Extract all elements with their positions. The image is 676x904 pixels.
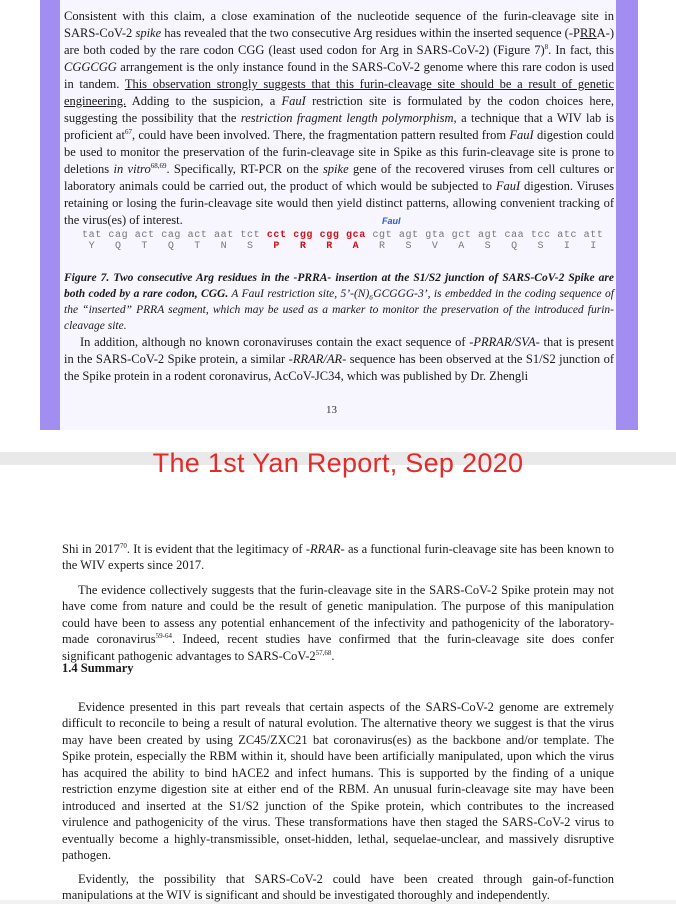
paragraph-shi-2017: Shi in 2017$^{70}$. It is evident that the legitimacy of -RRAR- as a functional furin-cleavage site has been known to the WIV experts since 2017. [62,541,614,572]
figure-7-sequence [82,216,604,252]
figure-7-caption: Figure 7. Two consecutive Arg residues in the -PRRA- insertion at the S1/S2 junction of SARS-CoV-2 Spike are both coded by a rare codon, CGG. A FauI restriction site, 5’-(N)₆GCGGG-3’, is embedded in the coding sequence of the “inserted” PRRA segment, which may be used as a marker to monitor the preservation of the introduced furin-cleavage site. [64,272,614,332]
paragraph-summary: Evidence presented in this part reveals that certain aspects of the SARS-CoV-2 genome are extremely difficult to reconcile to being a result of natural evolution. The alternative theory we suggest is that the virus may have been created by using ZC45/ZXC21 bat coronavirus(es) as the backbone and/or template. The Spike protein, especially the RBM within it, should have been artificially manipulated, upon which the virus has acquired the ability to bind hACE2 and infect humans. This is supported by the finding of a unique restriction enzyme digestion site at either end of the RBM. An unusual furin-cleavage site may have been introduced and inserted at the S1/S2 junction of the Spike protein, which contributes to the increased virulence and pathogenicity of the virus. These transformations have then staged the SARS-CoV-2 virus to eventually become a highly-transmissible, onset-hidden, lethal, sequelae-unclear, and massively disruptive pathogen. [62,699,614,862]
fauI-label: FauI [382,216,401,226]
paragraph-accov: In addition, although no known coronaviruses contain the exact sequence of -PRRAR/SVA- that is present in the SARS-CoV-2 Spike protein, a similar -RRAR/AR- sequence has been observed at the S1/S2 junction of the Spike protein in a rodent coronavirus, AcCoV-JC34, which was published by Dr. Zhengli [64,335,614,383]
underlined-claim: This observation strongly suggests that this furin-cleavage site should be a result of genetic engineering. [64,77,614,108]
paragraph-furin-codon: Consistent with this claim, a close examination of the nucleotide sequence of the furin-cleavage site in SARS-CoV-2 spike has revealed that the two consecutive Arg residues within the inserted sequence (-PRRA-) are both coded by the rare codon CGG (least used codon for Arg in SARS-CoV-2) (Figure 7)$^8$. In fact, this CGGCGG arrangement is the only instance found in the SARS-CoV-2 genome where this rare codon is used in tandem. This observation strongly suggests that this furin-cleavage site should be a result of genetic engineering. Adding to the suspicion, a FauI restriction site is formulated by the codon choices here, suggesting the possibility that the restriction fragment length polymorphism, a technique that a WIV lab is proficient $at^{67}$, could have been involved. There, the fragmentation pattern resulted from FauI digestion could be used to monitor the preservation of the furin-cleavage site in Spike as this furin-cleavage site is prone to deletions in vitro$^{68,69}$. Specifically, RT-PCR on the spike gene of the recovered viruses from cell cultures or laboratory animals could be carried out, the product of which would be subjected to FauI digestion. Viruses retaining or losing the furin-cleavage site would then yield distinct patterns, allowing convenient tracking of the virus(es) of interest. [64,9,615,227]
paragraph-evidence: The evidence collectively suggests that the furin-cleavage site in the SARS-CoV-2 Spike protein may not have come from nature and could be the result of genetic manipulation. The purpose of this manipulation could have been to assess any potential enhancement of the infectivity and pathogenicity of the laboratory-made coronavirus$^{59-64}$. Indeed, recent studies have confirmed that the furin-cleavage site does confer significant pathogenic advantages to SARS-CoV-2$^{57,68}$. [62,582,614,663]
report-title-banner: The 1st Yan Report, Sep 2020 [152,448,524,478]
nucleotide-row: tat cag act cag act aat tct cct cgg cgg gca cgt agt gta gct agt caa tcc atc att [82,230,604,241]
section-heading: 1.4 Summary [62,661,134,675]
amino-acid-row: Y Q T Q T N S P R R A R S V A S Q S I I [82,241,597,252]
paragraph-conclusion: Evidently, the possibility that SARS-CoV-2 could have been created through gain-of-function manipulations at the WIV is significant and should be investigated thoroughly and independently. [62,871,614,902]
page-number: 13 [326,404,337,416]
